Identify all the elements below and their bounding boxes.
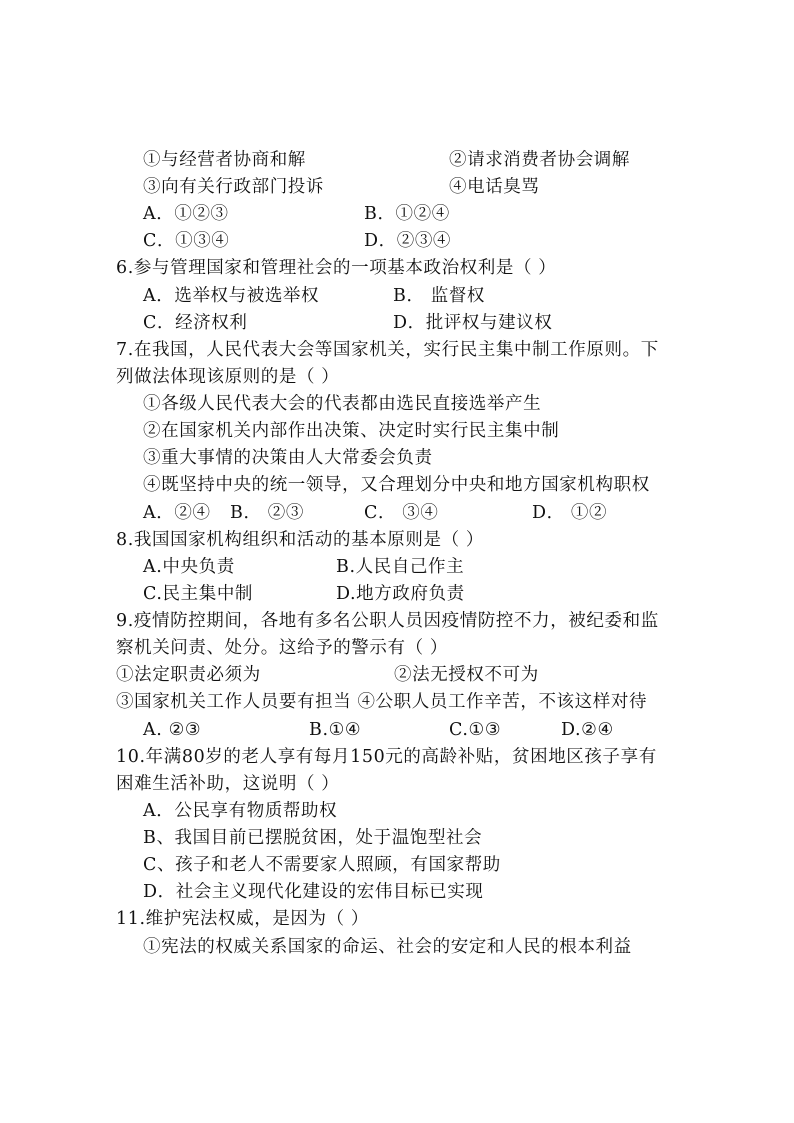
q8-stem: 8.我国国家机构组织和活动的基本原则是（ ）	[116, 530, 484, 550]
q9-choice-b: B.①④	[309, 720, 362, 740]
q5-choice-b: B．①②④	[364, 204, 450, 224]
q9-stem-line-1: 9.疫情防控期间，各地有多名公职人员因疫情防控不力，被纪委和监	[116, 611, 659, 631]
q10-choice-c: C、孩子和老人不需要家人照顾，有国家帮助	[143, 855, 501, 875]
q10-choice-a: A．公民享有物质帮助权	[143, 801, 338, 821]
q6-choice-b: B． 监督权	[393, 286, 486, 306]
q7-option-4: ④既坚持中央的统一领导，又合理划分中央和地方国家机构职权	[143, 475, 650, 495]
q7-option-1: ①各级人民代表大会的代表都由选民直接选举产生	[143, 394, 542, 414]
q5-choice-d: D．②③④	[364, 231, 452, 251]
q5-option-2: ②请求消费者协会调解	[449, 150, 630, 170]
q5-option-1: ①与经营者协商和解	[143, 150, 306, 170]
q6-stem: 6.参与管理国家和管理社会的一项基本政治权利是（ ）	[116, 258, 557, 278]
q7-stem-line-2: 列做法体现该原则的是（ ）	[116, 367, 340, 387]
q7-choice-a: A．②④	[143, 503, 211, 523]
q9-option-3-4: ③国家机关工作人员要有担当 ④公职人员工作辛苦，不该这样对待	[116, 692, 648, 712]
q7-choice-b: B． ②③	[230, 503, 304, 523]
q7-stem-line-1: 7.在我国，人民代表大会等国家机关，实行民主集中制工作原则。下	[116, 340, 659, 360]
q6-choice-c: C．经济权利	[143, 313, 248, 333]
q9-option-2: ②法无授权不可为	[394, 665, 539, 685]
q7-choice-c: C． ③④	[364, 503, 439, 523]
q9-option-1: ①法定职责必须为	[116, 665, 261, 685]
q8-choice-c: C.民主集中制	[143, 584, 254, 604]
q10-choice-b: B、我国目前已摆脱贫困，处于温饱型社会	[143, 828, 483, 848]
q7-option-2: ②在国家机关内部作出决策、决定时实行民主集中制	[143, 421, 560, 441]
q9-stem-line-2: 察机关问责、处分。这给予的警示有（ ）	[116, 638, 448, 658]
q11-option-1: ①宪法的权威关系国家的命运、社会的安定和人民的根本利益	[143, 937, 632, 957]
q8-choice-a: A.中央负责	[143, 557, 235, 577]
q7-option-3: ③重大事情的决策由人大常委会负责	[143, 448, 433, 468]
q10-choice-d: D．社会主义现代化建设的宏伟目标已实现	[143, 882, 484, 902]
q5-option-3: ③向有关行政部门投诉	[143, 177, 324, 197]
q8-choice-d: D.地方政府负责	[336, 584, 465, 604]
q9-choice-c: C.①③	[449, 720, 502, 740]
q6-choice-a: A．选举权与被选举权	[143, 286, 320, 306]
q10-stem-line-1: 10.年满80岁的老人享有每月150元的高龄补贴，贫困地区孩子享有	[116, 747, 657, 767]
q8-choice-b: B.人民自己作主	[336, 557, 465, 577]
q9-choice-d: D.②④	[561, 720, 614, 740]
q5-option-4: ④电话臭骂	[449, 177, 540, 197]
q11-stem: 11.维护宪法权威，是因为（ ）	[116, 909, 369, 929]
q9-choice-a: A. ②③	[143, 720, 202, 740]
q5-choice-c: C．①③④	[143, 231, 230, 251]
q6-choice-d: D．批评权与建议权	[393, 313, 553, 333]
q5-choice-a: A．①②③	[143, 204, 229, 224]
q7-choice-d: D． ①②	[532, 503, 608, 523]
q10-stem-line-2: 困难生活补助，这说明（ ）	[116, 774, 340, 794]
